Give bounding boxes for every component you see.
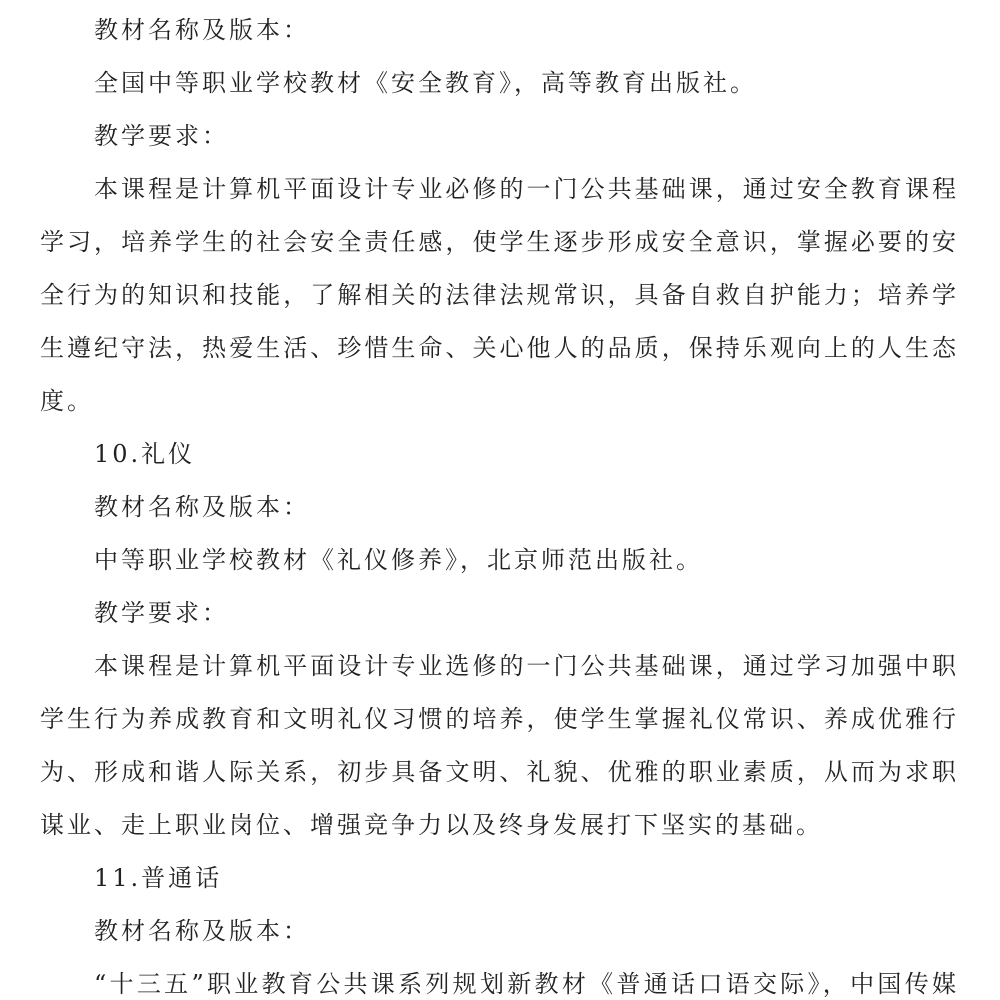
requirements-text-line: 本课程是计算机平面设计专业选修的一门公共基础课，通过学习加强中职 (94, 653, 958, 679)
course-section-safety (0, 17, 1000, 414)
textbook-label: 教材名称及版本： (94, 917, 310, 945)
requirements-text-line: 全行为的知识和技能，了解相关的法律法规常识，具备自救自护能力；培养学 (40, 282, 958, 308)
textbook-info: “十三五”职业教育公共课系列规划新教材《普通话口语交际》，中国传媒 (94, 971, 958, 997)
requirements-text-line: 谋业、走上职业岗位、增强竞争力以及终身发展打下坚实的基础。 (40, 811, 823, 839)
requirements-text-line: 本课程是计算机平面设计专业必修的一门公共基础课，通过安全教育课程 (94, 176, 958, 202)
requirements-text-line: 学习，培养学生的社会安全责任感，使学生逐步形成安全意识，掌握必要的安 (40, 229, 958, 255)
textbook-label: 教材名称及版本： (94, 493, 310, 521)
requirements-text-line: 度。 (40, 387, 94, 415)
requirements-text-line: 生遵纪守法，热爱生活、珍惜生命、关心他人的品质，保持乐观向上的人生态 (40, 335, 958, 361)
course-section-etiquette (0, 441, 1000, 838)
requirements-text-line: 学生行为养成教育和文明礼仪习惯的培养，使学生掌握礼仪常识、养成优雅行 (40, 706, 958, 732)
section-heading: 11.普通话 (94, 864, 223, 892)
requirements-label: 教学要求： (94, 122, 229, 150)
requirements-text-line: 为、形成和谐人际关系，初步具备文明、礼貌、优雅的职业素质，从而为求职 (40, 759, 958, 785)
textbook-info: 中等职业学校教材《礼仪修养》，北京师范出版社。 (94, 546, 703, 574)
requirements-label: 教学要求： (94, 599, 229, 627)
course-section-mandarin (0, 865, 1000, 997)
page-body (0, 17, 1000, 997)
textbook-info: 全国中等职业学校教材《安全教育》，高等教育出版社。 (94, 69, 757, 97)
section-heading: 10.礼仪 (94, 440, 196, 468)
textbook-label: 教材名称及版本： (94, 16, 310, 44)
